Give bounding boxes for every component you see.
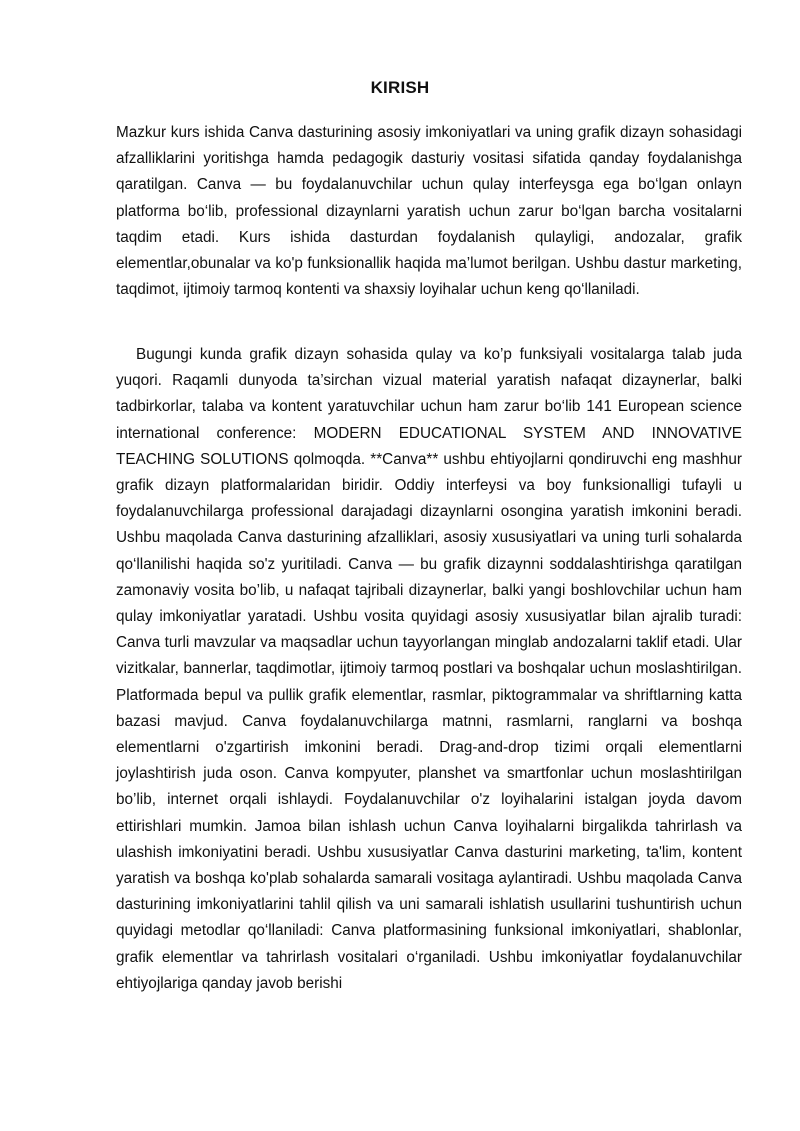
paragraph-2: Bugungi kunda grafik dizayn sohasida qulay va ko’p funksiyali vositalarga talab juda yuqori. Raqamli dunyoda ta’sirchan vizual material yaratish nafaqat dizaynerlar, balki tadbirkorlar, talaba va kontent yaratuvchilar uchun ham zarur bo‘lib 141 European science international conference: MODERN EDUCATIONAL SYSTEM AND INNOVATIVE TEACHING SOLUTIONS qolmoqda. **Canva** ushbu ehtiyojlarni qondiruvchi eng mashhur grafik dizayn platformalaridan biridir. Oddiy interfeysi va boy funksionalligi tufayli u foydalanuvchilarga professional darajadagi dizaynlarni osongina yaratish imkonini beradi. Ushbu maqolada Canva dasturining afzalliklari, asosiy xususiyatlari va uning turli sohalarda qo‘llanilishi haqida so'z yuritiladi. Canva — bu grafik dizaynni soddalashtirishga qaratilgan zamonaviy vosita bo’lib, u nafaqat tajribali dizaynerlar, balki yangi boshlovchilar uchun ham qulay imkoniyatlar yaratadi. Ushbu vosita quyidagi asosiy xususiyatlar bilan ajralib turadi: Canva turli mavzular va maqsadlar uchun tayyorlangan minglab andozalarni taklif etadi. Ular vizitkalar, bannerlar, taqdimotlar, ijtimoiy tarmoq postlari va boshqalar uchun moslashtirilgan. Platformada bepul va pullik grafik elementlar, rasmlar, piktogrammalar va shriftlarning katta bazasi mavjud. Canva foydalanuvchilarga matnni, rasmlarni, ranglarni va boshqa elementlarni o'zgartirish imkonini beradi. Drag-and-drop tizimi orqali elementlarni joylashtirish juda oson. Canva kompyuter, planshet va smartfonlar uchun moslashtirilgan bo’lib, internet orqali ishlaydi. Foydalanuvchilar o'z loyihalarini istalgan joyda davom ettirishlari mumkin. Jamoa bilan ishlash uchun Canva loyihalarni birgalikda tahrirlash va ulashish imkoniyatini beradi. Ushbu xususiyatlar Canva dasturini marketing, ta'lim, kontent yaratish va boshqa ko'plab sohalarda samarali vositaga aylantiradi. Ushbu maqolada Canva dasturining imkoniyatlarini tahlil qilish va uni samarali ishlatish usullarini tushuntirish uchun quyidagi metodlar qo‘llaniladi: Canva platformasining funksional imkoniyatlari, shablonlar, grafik elementlar va tahrirlash vositalari o‘rganiladi. Ushbu imkoniyatlar foydalanuvchilar ehtiyojlariga qanday javob berishi (116, 346, 742, 992)
page-title: KIRISH (370, 78, 430, 97)
paragraph-1: Mazkur kurs ishida Canva dasturining asosiy imkoniyatlari va uning grafik dizayn sohasidagi afzalliklarini yoritishga hamda pedagogik dasturiy vositasi sifatida qanday foydalanishga qaratilgan. Canva — bu foydalanuvchilar uchun qulay interfeysga ega bo‘lgan onlayn platforma bo‘lib, professional dizaynlarni yaratish uchun zarur bo‘lgan barcha vositalarni taqdim etadi. Kurs ishida dasturdan foydalanish qulayligi, andozalar, grafik elementlar,obunalar va ko'p funksionallik haqida ma’lumot berilgan. Ushbu dastur marketing, taqdimot, ijtimoiy tarmoq kontenti va shaxsiy loyihalar uchun keng qo‘llaniladi. (116, 124, 742, 299)
